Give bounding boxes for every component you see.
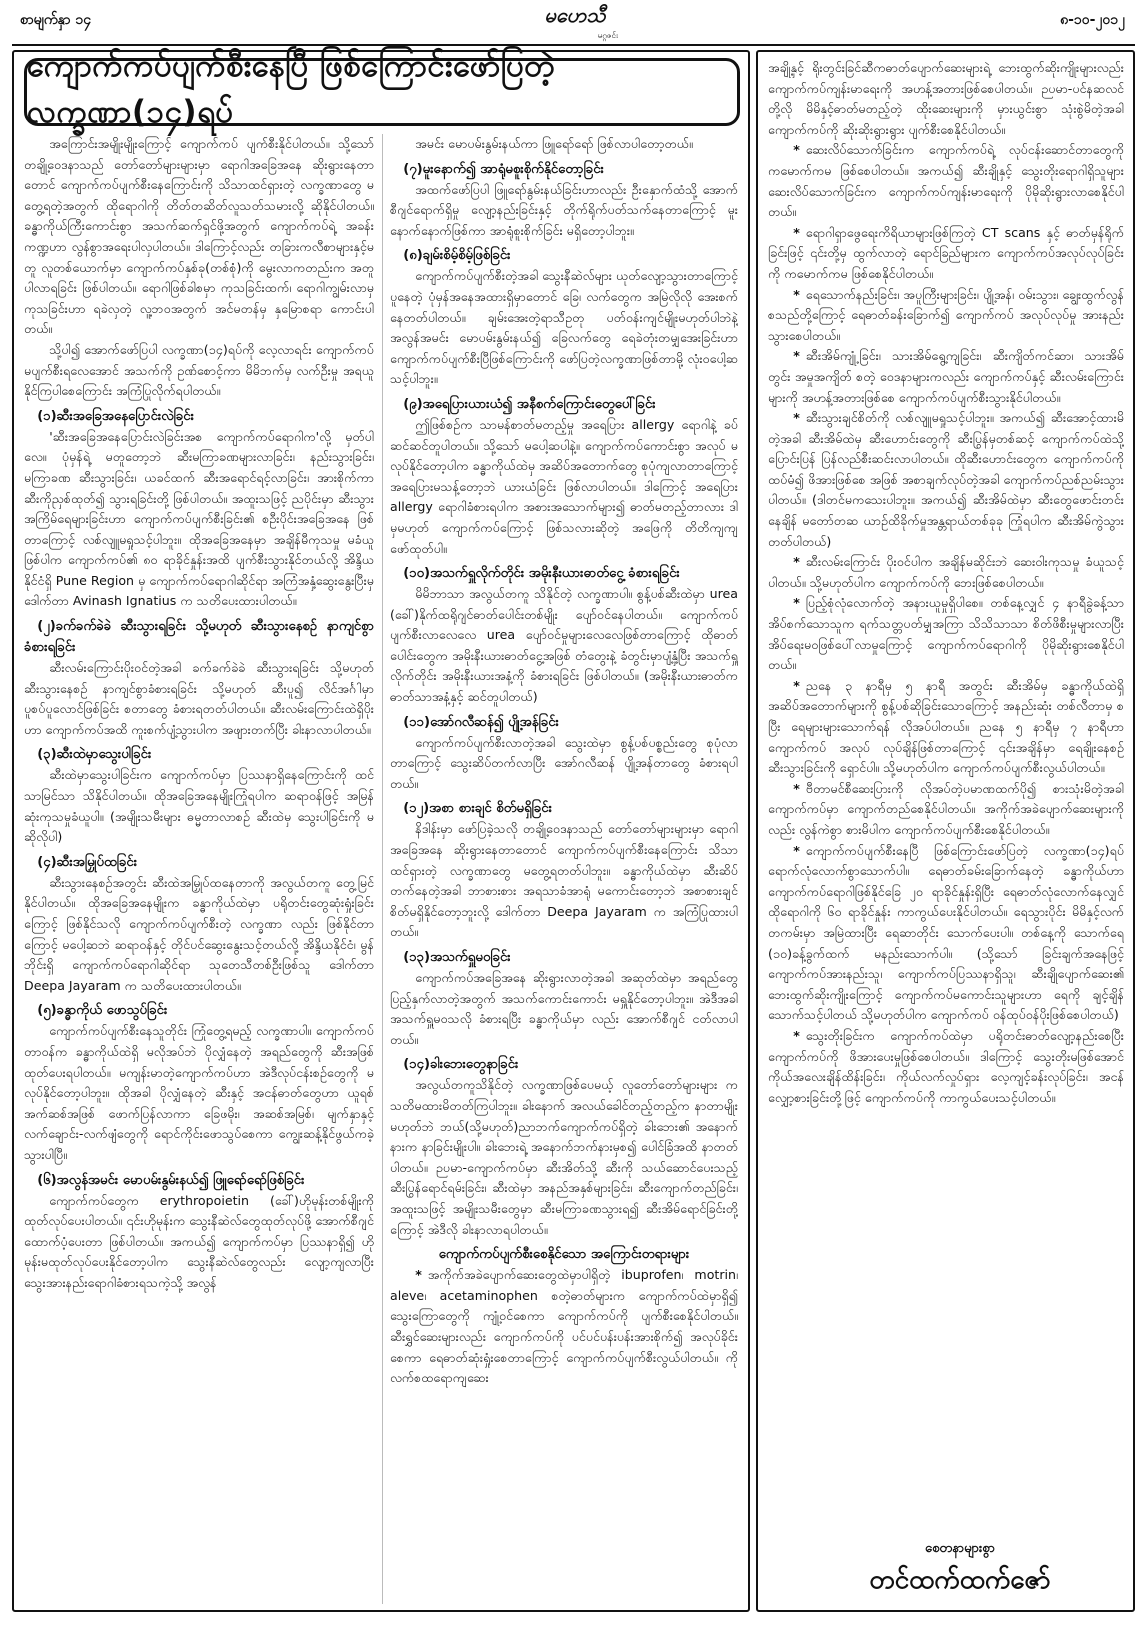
section-heading: (၅)ခန္ဓာကိုယ် ဖောသွပ်ခြင်း <box>37 1003 168 1019</box>
bullet-text: သွေးတိုးခြင်းက ကျောက်ကပ်ထဲမှာ ပရိုတင်းဓာတ်လျော့နည်းစေပြီး ကျောက်ကပ်ကို ဖိအားပေးမှုဖြစ်စေပါတယ်။ ဒါကြောင့် သွေးတိုးမဖြစ်အောင် ကိုယ်အလေးချိန်ထိန်းခြင်း၊ ကိုယ်လက်လှုပ်ရှား လေ့ကျင့်ခန်းလုပ်ခြင်း၊ အငန်လျှော့စားခြင်းတို့ဖြင့် ကျောက်ကပ်ကို ကာကွယ်ပေးသင့်ပါတယ်။ <box>768 1027 1124 1105</box>
bullet-icon: * <box>793 780 800 796</box>
section-heading: (၁၄)ခါးဘေးတွေနာခြင်း <box>403 1057 519 1073</box>
bullet-text: ဆီးသွားချင်စိတ်ကို လစ်လျူမရှုသင့်ပါဘူး။ အကယ်၍ ဆီးအောင့်ထားမိတဲ့အခါ ဆီးအိမ်ထဲမှ ဆီးဟောင်းတွေကို ဆီးပြွန်မှတစ်ဆင့် ကျောက်ကပ်ထဲသို့ ပြောင်းပြန် ပြန်လည်စီးဆင်းလာပါတယ်။ ထိုဆီးဟောင်းတွေက ကျောက်ကပ်ကို ထပ်မံ၍ ဖိအားဖြစ်စေ အဖြစ် အစာချက်လုပ်တဲ့အခါ ကျောက်ကပ်ညစ်ညမ်းသွားပါတယ်။ (ဒါတင်မကသေးပါဘူး။ အကယ်၍ ဆီးအိမ်ထဲမှာ ဆီးတွေဖောင်းတင်းနေချိန် မတော်တဆ ယာဉ်ထိခိုက်မှုအန္တရာယ်တစ်ခုခု ကြုံရပါက ဆီးအိမ်ကွဲသွားတတ်ပါတယ်) <box>768 410 1124 549</box>
article-paragraph: ကျောက်ကပ်ပျက်စီးနေသူတိုင်း ကြုံတွေ့ရမည့် လက္ခဏာပါ။ ကျောက်ကပ်တာဝန်က ခန္ဓာကိုယ်ထဲရှိ မလိုအပ်ဘဲ ပိုလျှံနေတဲ့ အရည်တွေကို ဆီးအဖြစ်ထုတ်ပေးရပါတယ်။ မကျန်းမာတဲ့ကျောက်ကပ်ဟာ အဲဒီလုပ်ငန်းစဉ်တွေကို မလုပ်နိုင်တော့ပါဘူး။ ထိုအခါ ပိုလျှံနေတဲ့ ဆီးနှင့် အငန်ဓာတ်တွေဟာ ယူရစ်အက်ဆစ်အဖြစ် ဖောက်ပြန်လာကာ ခြေဖမိုး၊ အဆစ်အမြစ်၊ မျက်နှာနှင့် လက်ချောင်း-လက်ဖျံတွေကို ရောင်ကိုင်းဖောသွပ်စေကာ ကျွေးဆန့်နိုင်ဖွယ်ကခဲ့သွားပါပြီ။ <box>24 1023 374 1162</box>
section-heading: (၁၂)အစာ စားချင် စိတ်မရှိခြင်း <box>403 801 552 817</box>
section-heading: (၁၀)အသက်ရှူလိုက်တိုင်း အမိုးနီးယားဓာတ်ငွေ့ ခံစားရခြင်း <box>403 566 680 582</box>
article-column-1 <box>24 134 374 1606</box>
article-paragraph: ဆီးသွားနေစဉ်အတွင်း ဆီးထဲအမြှုပ်ထနေတာကို အလွယ်တကူ တွေ့မြင်နိုင်ပါတယ်။ ထိုအခြေအနေမျိုးက ခန္ဓာကိုယ်ထဲမှာ ပရိုတင်းတွေဆုံးရှုံးခြင်းကြောင့် ဖြစ်နိုင်သလို ကျောက်ကပ်ပျက်စီးတဲ့ လက္ခဏာ လည်း ဖြစ်နိုင်တာကြောင့် မပေါ့ဆဘဲ ဆရာဝန်နှင့် တိုင်ပင်ဆွေးနွေးသင့်တယ်လို့ အိန္ဒိယနိုင်ငံ၊ မွန်ဘိုင်းရှိ ကျောက်ကပ်ရောဂါဆိုင်ရာ သုတေသီတစ်ဦးဖြစ်သူ ဒေါက်တာ Deepa Jayaram က သတိပေးထားပါတယ်။ <box>24 874 374 993</box>
article-paragraph <box>768 346 1124 408</box>
article-paragraph <box>768 1026 1124 1108</box>
article-column-2 <box>390 134 738 1606</box>
section-heading: ကျောက်ကပ်ပျက်စီးစေနိုင်သော အကြောင်းတရားများ <box>438 1247 690 1263</box>
masthead-subtitle: မဂ္ဂဇင်း <box>597 31 618 40</box>
bullet-icon: * <box>793 142 800 158</box>
column-divider <box>382 134 383 1604</box>
article-paragraph: အလွယ်တကူသိနိုင်တဲ့ လက္ခဏာဖြစ်ပေမယ့် လူတော်တော်များများ က သတိမထားမိတတ်ကြပါဘူး။ ခါးနောက် အလယ်ခေါင်တည့်တည့်က နာတာမျိုးမဟုတ်ဘဲ ဘယ်(သို့မဟုတ်)ညာဘက်ကျောက်ကပ်ရှိတဲ့ ခါးဘေး၏ အနောက်နားက နာခြင်းမျိုးပါ။ ခါးဘေးရဲ့ အနောက်ဘက်နားမှစ၍ ပေါင်ခြံအထိ နာတတ်ပါတယ်။ ဉပမာ-ကျောက်ကပ်မှာ ဆီးအိတ်သို့ ဆီးကို သယ်ဆောင်ပေးသည့် ဆီးပြွန်ရောင်ရမ်းခြင်း၊ ဆီးထဲမှာ အနည်အနှစ်များခြင်း၊ ဆီးကျောက်တည်ခြင်း၊ အထူးသဖြင့် အမျိုးသမီးတွေမှာ ဆီးမကြာခဏသွားရ၍ ဆီးအိမ်ရောင်ခြင်းတို့ကြောင့် အဲဒီလို ခါးနာလာရပါတယ်။ <box>390 1077 738 1237</box>
masthead-title: မဟေသီ <box>544 3 606 27</box>
bullet-text: ဆီးလမ်းကြောင်း ပိုးဝင်ပါက အချိန်မဆိုင်းဘဲ ဆေးဝါးကုသမှု ခံယူသင့်ပါတယ်။ သို့မဟုတ်ပါက ကျောက်ကပ်ကို ဘေးဖြစ်စေပါတယ်။ <box>768 554 1124 590</box>
section-heading: (၇)မူးနောက်၍ အာရုံမစူးစိုက်နိုင်တော့ခြင်း <box>403 161 604 177</box>
article-paragraph: ကျောက်ကပ်တွေက erythropoietin (ခေါ်)ဟိုမုန်းတစ်မျိုးကို ထုတ်လုပ်ပေးပါတယ်။ ၎င်းဟိုမုန်းက သွေးနီဆဲလ်တွေထုတ်လုပ်ဖို့ အောက်စီဂျင် ထောက်ပံ့ပေးတာ ဖြစ်ပါတယ်။ အကယ်၍ ကျောက်ကပ်မှာ ပြဿနာရှိ၍ ဟိုမုန်းမထုတ်လုပ်ပေးနိုင်တော့ပါက သွေးနီဆဲလ်တွေလည်း လျော့ကျလာပြီး သွေးအားနည်းရောဂါခံစားရသကဲ့သို့ အလွန် <box>24 1192 374 1290</box>
bullet-icon: * <box>793 286 800 302</box>
article-paragraph: နိဒါန်းမှာ ဖော်ပြခဲ့သလို တချို့ဝေဒနာသည် တော်တော်များများမှာ ရောဂါအခြေအနေ ဆိုးရွားနေတာတောင် ကျောက်ကပ်ပျက်စီးနေကြောင်း သိသာထင်ရှားတဲ့ လက္ခဏာတွေ မတွေ့ရတတ်ပါဘူး။ ခန္ဓာကိုယ်ထဲမှာ ဆီးဆိပ်တက်နေတဲ့အခါ ဘာစားစား အရသာခံအာရုံ မကောင်းတော့ဘဲ အစာစားချင်စိတ်မရှိနိုင်တော့ဘူးလို့ ဒေါက်တာ Deepa Jayaram က အကြံပြုထားပါတယ်။ <box>390 821 738 940</box>
article-paragraph: ကျောက်ကပ်ပျက်စီးတဲ့အခါ သွေးနီဆဲလ်များ ယုတ်လျော့သွားတာကြောင့် ပူနေတဲ့ ပုံမှန်အနေအထားရှိမှာတောင် ခြေ၊ လက်တွေက အမြဲလိုလို အေးစက်နေတတ်ပါတယ်။ ချမ်းအေးတဲ့ရာသီဥတု ပတ်ဝန်းကျင်မျိုးမဟုတ်ပါဘဲနဲ့ အလွန်အမင်း မောပမ်းနွမ်းနယ်၍ ခြေလက်တွေ ရေခဲတုံးတမျှအေးခြင်းဟာ ကျောက်ကပ်ပျက်စီးပြီဖြစ်ကြောင်းကို ဖော်ပြတဲ့လက္ခဏာဖြစ်တာမို့ လုံးဝပေါ့ဆသင့်ပါဘူး။ <box>390 268 738 387</box>
bullet-text: ရေသောက်နည်းခြင်း၊ အပူကြီးများခြင်း၊ ပျို့အန်၊ ဝမ်းသွား၊ ချွေးထွက်လွန် စသည်တို့ကြောင့် ရေဓာတ်ခန်းခြောက်၍ ကျောက်ကပ် အလုပ်လုပ်မှု အားနည်းသွားစေပါတယ်။ <box>768 286 1124 343</box>
section-heading: (၁၃)အသက်ရှူမဝခြင်း <box>403 950 511 965</box>
article-headline: ကျောက်ကပ်ပျက်စီးနေပြီ ဖြစ်ကြောင်းဖော်ပြတဲ့ လက္ခဏာ(၁၄)ရပ် <box>27 48 555 130</box>
article-paragraph: မိမိဘာသာ အလွယ်တကူ သိနိုင်တဲ့ လက္ခဏာပါ။ စွန့်ပစ်ဆီးထဲမှာ urea (ခေါ်)နိုက်ထရိုဂျင်ဓာတ်ပေါင်းတစ်မျိုး ပျော်ဝင်နေပါတယ်။ ကျောက်ကပ်ပျက်စီးလာလေလေ urea ပျော်ဝင်မှုများလေလေဖြစ်တာကြောင့် ထိုဓာတ်ပေါင်းတွေက အမိုးနီးယားဓာတ်ငွေ့အဖြစ် တံတွေးနဲ့ ခံတွင်းမှာပျံ့နှံ့ပြီး အသက်ရှူလိုက်တိုင်း အမိုးနီးယားအနံ့ကို ခံစားရခြင်း ဖြစ်ပါတယ်။ (အမိုးနီးယားဓာတ်က ဓာတ်သာအနံ့နှင့် ဆင်တူပါတယ်) <box>390 586 738 705</box>
bullet-icon: * <box>793 348 800 364</box>
author-name: တင်ထက်ထက်ဇော် <box>869 1565 1051 1595</box>
page-header <box>0 0 1147 44</box>
bullet-icon: * <box>793 410 800 426</box>
bullet-icon: * <box>793 595 800 611</box>
bullet-text: ရောဂါရှာဖွေရေးကိရိယာများဖြစ်ကြတဲ့ CT scans နှင့် ဓာတ်မှန်ရိုက်ခြင်းဖြင့် ၎င်းတို့မှ ထွက်လာတဲ့ ရောင်ခြည်များက ကျောက်ကပ်အလုပ်လုပ်ခြင်းကို ကမောက်ကမ ဖြစ်စေနိုင်ပါတယ်။ <box>768 224 1124 281</box>
article-paragraph <box>768 408 1124 552</box>
section-heading: (၁)ဆီးအခြေအနေပြောင်းလဲခြင်း <box>37 408 194 424</box>
section-heading: (၃)ဆီးထဲမှာသွေးပါခြင်း <box>37 747 152 763</box>
bullet-icon: * <box>793 554 800 570</box>
bullet-text: ဗီတာမင်စီဆေးပြားကို လိုအပ်တဲ့ပမာဏထက်ပို၍ စားသုံးမိတဲ့အခါ ကျောက်ကပ်မှာ ကျောက်တည်စေနိုင်ပါတယ်။ အကိုက်အခဲပျောက်ဆေးများကိုလည်း လွန်ကဲစွာ စားမိပါက ကျောက်ကပ်ပျက်စီးစေနိုင်ပါတယ်။ <box>768 780 1124 837</box>
section-heading: (၆)အလွန်အမင်း မောပမ်းနွမ်းနယ်၍ ဖြူရော်ရော်ဖြစ်ခြင်း <box>37 1172 305 1188</box>
article-paragraph: 'ဆီးအခြေအနေပြောင်းလဲခြင်းအစ ကျောက်ကပ်ရောဂါက'လို့ မှတ်ပါလေ။ ပုံမှန်ရဲ့ မတူတော့ဘဲ ဆီးမကြာခဏများလာခြင်း၊ နည်းသွားခြင်း၊ မကြာခဏ ဆီးသွားခြင်း၊ ယခင်ထက် ဆီးအရောင်ရင့်လာခြင်း၊ အားစိုက်ကာ ဆီးကိုညှစ်ထုတ်၍ သွားရခြင်းတို့ ဖြစ်ပါတယ်။ အထူးသဖြင့် ညပိုင်းမှာ ဆီးသွားအကြိမ်ရေများခြင်းဟာ ကျောက်ကပ်ပျက်စီးခြင်း၏ စဦးပိုင်းအခြေအနေ ဖြစ်တာကြောင့် လစ်လျူမရှုသင့်ပါဘူး။ ထိုအခြေအနေမှာ အချိန်မီကုသမှု မခံယူဖြစ်ပါက ကျောက်ကပ်၏ ၈၀ ရာခိုင်နှုန်းအထိ ပျက်စီးသွားနိုင်တယ်လို့ အိန္ဒိယနိုင်ငံရှိ Pune Region မှ ကျောက်ကပ်ရောဂါဆိုင်ရာ အကြံအနှံ့ဆွေးနွေးပြီးမှ ဒေါက်တာ Avinash Ignatius က သတိပေးထားပါတယ်။ <box>24 428 374 609</box>
article-paragraph: အမင်း မောပမ်းနွမ်းနယ်ကာ ဖြူရော်ရော် ဖြစ်လာပါတော့တယ်။ <box>415 136 693 151</box>
section-heading: (၄)ဆီးအမြှုပ်ထခြင်း <box>37 854 138 870</box>
bullet-text: ကျောက်ကပ်ပျက်စီးနေပြီ ဖြစ်ကြောင်းဖော်ပြတဲ့ လက္ခဏာ(၁၄)ရပ် ရောက်လုံလောက်စွာသောက်ပါ။ ရေဓာတ်ခမ်းခြောက်နေတဲ့ ခန္ဓာကိုယ်ဟာ ကျောက်ကပ်ရောဂါဖြစ်နိုင်ခြေ ၂၀ ရာခိုင်နှုန်းရှိပြီး ရေဓာတ်လုံလောက်နေလျှင် ထိုရောဂါကို ၆၀ ရာခိုင်နှုန်း ကာကွယ်ပေးနိုင်ပါတယ်။ ရေသွားပိုင်း မိမိနှင့်လက်တကမ်းမှာ အမြဲထားပြီး ရေဆာတိုင်း သောက်ပေးပါ။ တစ်နေ့ကို သောက်ရေ (၁၀)ခန့်ခွက်ထက် မနည်းသောက်ပါ။ (သို့သော် ခြင်းချက်အနေဖြင့် ကျောက်ကပ်အားနည်းသူ၊ ကျောက်ကပ်ပြဿနာရှိသူ၊ ဆီးချိုပျောက်ဆေး၏ ဘေးထွက်ဆိုးကျိုးကြောင့် ကျောက်ကပ်မကောင်းသူများဟာ ရေကို ချင့်ချိန်သောက်သင့်ပါတယ် သို့မဟုတ်ပါက ကျောက်ကပ် ဝန်ထုပ်ဝန်ပိုးဖြစ်စေပါတယ်) <box>768 842 1124 1023</box>
page-number: စာမျက်နှာ ၁၄ <box>20 12 92 28</box>
section-heading: (၁၁)အော်ဂလီဆန်၍ ပျို့အန်ခြင်း <box>403 714 559 730</box>
section-heading: (၉)အရေပြားယားယံ၍ အနီစက်ကြောင်းတွေပေါ်ခြင်း <box>403 396 656 412</box>
issue-date: ၈-၁၀-၂၀၁၂ <box>1060 12 1125 28</box>
bullet-text: ဆီးအိမ်ကျုံ့ခြင်း၊ သားအိမ်ရွေ့ကျခြင်း၊ ဆီးကျိတ်ကင်ဆာ၊ သားအိမ်တွင်း အမှုအကျိတ် စတဲ့ ဝေဒနာများကလည်း ကျောက်ကပ်နှင့် ဆီးလမ်းကြောင်းများကို အဟန့်အတားဖြစ်စေ ကျောက်ကပ်ပျက်စီးသွားနိုင်ပါတယ်။ <box>768 348 1124 405</box>
article-paragraph: ကျောက်ကပ်ပျက်စီးလာတဲ့အခါ သွေးထဲမှာ စွန့်ပစ်ပစ္စည်းတွေ စုပုံလာတာကြောင့် သွေးဆိပ်တက်လာပြီး အော်ဂလီဆန် ပျို့အန်တာတွေ ခံစားရပါတယ်။ <box>390 734 738 791</box>
article-paragraph: အထက်ဖော်ပြပါ ဖြူရော်နွမ်းနယ်ခြင်းဟာလည်း ဦးနှောက်ထံသို့ အောက်စီဂျင်ရောက်ရှိမှု လျော့နည်းခြင်းနှင့် တိုက်ရိုက်ပတ်သက်နေတာကြောင့် မူးနောက်နောက်ဖြစ်ကာ အာရုံစူးစိုက်ခြင်း မရှိတော့ပါဘူး။ <box>390 181 738 238</box>
article-column-3 <box>768 58 1124 1606</box>
bullet-icon: * <box>793 842 800 858</box>
article-paragraph <box>768 676 1124 779</box>
article-paragraph <box>768 285 1124 347</box>
article-paragraph: သို့ပါ၍ အောက်ဖော်ပြပါ လက္ခဏာ(၁၄)ရပ်ကို လေ့လာရင်း ကျောက်ကပ်မပျက်စီးရလေအောင် အသက်ကို ဥဏ်စောင့်ကာ မိမိဘက်မှ လက်ဦးမှု အရယူနိုင်ကြပါစေကြောင်း အကြံပြုလိုက်ရပါတယ်။ <box>24 341 374 399</box>
section-heading: (၂)ခက်ခက်ခဲခဲ ဆီးသွားရခြင်း သို့မဟုတ် ဆီးသွားနေစဉ် နာကျင်စွာခံစားရခြင်း <box>24 619 374 656</box>
article-paragraph <box>768 140 1124 222</box>
bullet-icon: * <box>793 677 800 693</box>
bullet-icon: * <box>793 224 800 240</box>
masthead-logo <box>500 2 650 42</box>
article-paragraph: ကျောက်ကပ်အခြေအနေ ဆိုးရွားလာတဲ့အခါ အဆုတ်ထဲမှာ အရည်တွေ ပြည့်နှက်လာတဲ့အတွက် အသက်ကောင်းကောင်း မရှူနိုင်တော့ပါဘူး။ အဲဒီအခါ အသက်ရှူမဝသလို ခံစားရပြီး ခန္ဓာကိုယ်မှာ လည်း အောက်စီဂျင် ငတ်လာပါတယ်။ <box>390 970 738 1047</box>
article-paragraph: ဆီးလမ်းကြောင်းပိုးဝင်တဲ့အခါ ခက်ခက်ခဲခဲ ဆီးသွားရခြင်း သို့မဟုတ် ဆီးသွားနေစဉ် နာကျင်စွာခံစားရခြင်း သို့မဟုတ် ဆီးပူ၍ လိင်အင်္ဂါမှာ ပူစပ်ပူလောင်ဖြစ်ခြင်း စတာတွေ ခံစားရတတ်ပါတယ်။ ဆီးလမ်းကြောင်းထဲရှိပိုးဟာ ကျောက်ကပ်အထိ ကူးစက်ပျံ့သွားပါက အဖျားတက်ပြီး ခါးနာလာပါတယ်။ <box>24 660 374 737</box>
article-paragraph <box>768 841 1124 1026</box>
article-paragraph <box>768 552 1124 593</box>
article-paragraph <box>768 779 1124 841</box>
article-paragraph: ဆီးထဲမှာသွေးပါခြင်းက ကျောက်ကပ်မှာ ပြဿနာရှိနေကြောင်းကို ထင်သာမြင်သာ သိနိုင်ပါတယ်။ ထိုအခြေအနေမျိုးကြုံရပါက ဆရာဝန်ဖြင့် အမြန်ဆုံးကုသမှုခံယူပါ။ (အမျိုးသမီးများ ဓမ္မတာလာစဉ် ဆီးထဲမှ သွေးပါခြင်းကို မဆိုလိုပါ) <box>24 767 374 845</box>
bullet-text: ပြည့်စုံလုံလောက်တဲ့ အနားယူမှုရှိပါစေ။ တစ်နေ့လျှင် ၄ နာရီခွဲခန့်သာ အိပ်စက်သောသူက ရက်သတ္တပတ်မျှအကြာ သိသိသာသာ စိတ်ဖိစီးမှုများလာပြီး အိပ်ရေးမဝဖြစ်ပေါ်လာမှုကြောင့် ကျောက်ကပ်ရောဂါကို ပိုမိုဆိုးရွားစေနိုင်ပါတယ်။ <box>768 595 1124 673</box>
article-paragraph <box>768 223 1124 285</box>
bullet-text: ညနေ ၃ နာရီမှ ၅ နာရီ အတွင်း ဆီးအိမ်မှ ခန္ဓာကိုယ်ထဲရှိ အဆိပ်အတောက်များကို စွန့်ပစ်ဆိုခြင်းသောကြောင့် အနည်းဆုံး တစ်လီတာမှ စပြီး ရေများများသောက်ရန် လိုအပ်ပါတယ်။ ညနေ ၅ နာရီမှ ၇ နာရီဟာ ကျောက်ကပ် အလုပ် လုပ်ချိန်ဖြစ်တာကြောင့် ၎င်းအချိန်မှာ ရေချိုးနေစဉ် ဆီးသွားခြင်းကို ရှောင်ပါ။ သို့မဟုတ်ပါက ကျောက်ကပ်ပျက်စီးလွယ်ပါတယ်။ <box>768 677 1124 776</box>
bullet-icon: * <box>793 1027 800 1043</box>
article-paragraph: ဤဖြစ်စဉ်က သာမန်စာတ်မတည့်မှု အရေပြား allergy ရောဂါနဲ့ ခပ်ဆင်ဆင်တူပါတယ်။ သို့သော် မပေါ့ဆပါနဲ့။ ကျောက်ကပ်ကောင်းစွာ အလုပ် မလုပ်နိုင်တော့ပါက ခန္ဓာကိုယ်ထဲမှ အဆိပ်အတောက်တွေ စုပုံကျလာတာကြောင့် အရေပြားမသန့်တော့ဘဲ ယားယံခြင်း ဖြစ်လာပါတယ်။ ဒါကြောင့် အရေပြား allergy ရောဂါခံစားရပါက အစားအသောက်များ၍ ဓာတ်မတည့်တာလား ဒါမှမဟုတ် ကျောက်ကပ်ကြောင့် ဖြစ်သလားဆိုတဲ့ အဖြေကို တိတိကျကျဖော်ထုတ်ပါ။ <box>390 416 738 556</box>
headline-box <box>24 48 740 130</box>
article-paragraph <box>390 1265 738 1389</box>
byline-label: စေတနာများစွာ <box>925 1541 995 1556</box>
bullet-text: အကိုက်အခဲပျောက်ဆေးတွေထဲမှာပါရှိတဲ့ ibuprofen၊ motrin၊ aleve၊ acetaminophen စတဲ့ဓာတ်များက ကျောက်ကပ်ထဲမှာရှိ၍ သွေးကြောတွေကို ကျုံ့ဝင်စေကာ ကျောက်ကပ်ကို ပျက်စီးစေနိုင်ပါတယ်။ ဆီးရွှင်ဆေးများလည်း ကျောက်ကပ်ကို ပင်ပင်ပန်းပန်းအားစိုက်၍ အလုပ်ခိုင်းစေကာ ရေဓာတ်ဆုံးရှုံးစေတာကြောင့် ကျောက်ကပ်ပျက်စီးလွယ်ပါတယ်။ ကိုလက်စထရောကျဆေး <box>390 1267 738 1386</box>
article-paragraph: အကြောင်းအမျိုးမျိုးကြောင့် ကျောက်ကပ် ပျက်စီးနိုင်ပါတယ်။ သို့သော် တချို့ဝေဒနာသည် တော်တော်များများမှာ ရောဂါအခြေအနေ ဆိုးရွားနေတာတောင် ကျောက်ကပ်ပျက်စီးနေကြောင်းကို သိသာထင်ရှားတဲ့ လက္ခဏာတွေ မတွေ့ရတဲ့အတွက် ထိုရောဂါကို တိတ်တဆိတ်လူသတ်သမားလို့ ဆိုနိုင်ပါတယ်။ ခန္ဓာကိုယ်ကြီးကောင်းစွာ အသက်ဆက်ရှင်ဖို့အတွက် ကျောက်ကပ်ရဲ့ အခန်းကဏ္ဍဟာ လွန်စွာအရေးပါလှပါတယ်။ ဒါကြောင့်လည်း တခြားကလီစာများနှင့်မတူ လူတစ်ယောက်မှာ ကျောက်ကပ်နှစ်ခု(တစ်စုံ)ကို မွေးလာကတည်းက အတူပါလာရခြင်း ဖြစ်ပါတယ်။ ရောဂါဖြစ်ခါစမှာ ကုသခြင်းထက်၊ ရောဂါကျွမ်းလာမှ ကုသခြင်းဟာ ရခဲလှတဲ့ လူ့ဘဝအတွက် အင်မတန်မှ နှမြောစရာ ကောင်းပါတယ်။ <box>24 136 374 337</box>
bullet-icon: * <box>415 1267 422 1283</box>
section-heading: (၈)ချမ်းစိမ့်စိမ့်ဖြစ်ခြင်း <box>403 248 511 264</box>
article-paragraph <box>768 593 1124 675</box>
article-paragraph: အချို့နှင့် ရိုးတွင်းခြင်ဆီကဓာတ်ပျောက်ဆေးများရဲ့ ဘေးထွက်ဆိုးကျိုးများလည်း ကျောက်ကပ်ကျန်းမာရေးကို အဟန့်အတားဖြစ်စေပါတယ်။ ဉပမာ-ပင်နဆလင်တို့လို မိမိနှင့်ဓာတ်မတည့်တဲ့ ထိုးဆေးများကို မှားယွင်းစွာ သုံးစွဲမိတဲ့အခါ ကျောက်ကပ်ကို ဆိုးဆိုးရွားရွား ပျက်စီးစေနိုင်ပါတယ်။ <box>768 60 1124 137</box>
bullet-text: ဆေးလိပ်သောက်ခြင်းက ကျောက်ကပ်ရဲ့ လုပ်ငန်းဆောင်တာတွေကို ကမောက်ကမ ဖြစ်စေပါတယ်။ အကယ်၍ ဆီးချိုနှင့် သွေးတိုးရောဂါရှိသူများ ဆေးလိပ်သောက်ခြင်းက ကျောက်ကပ်ကျန်းမာရေးကို ပိုမိုဆိုးရွားလာစေနိုင်ပါတယ်။ <box>768 142 1124 220</box>
